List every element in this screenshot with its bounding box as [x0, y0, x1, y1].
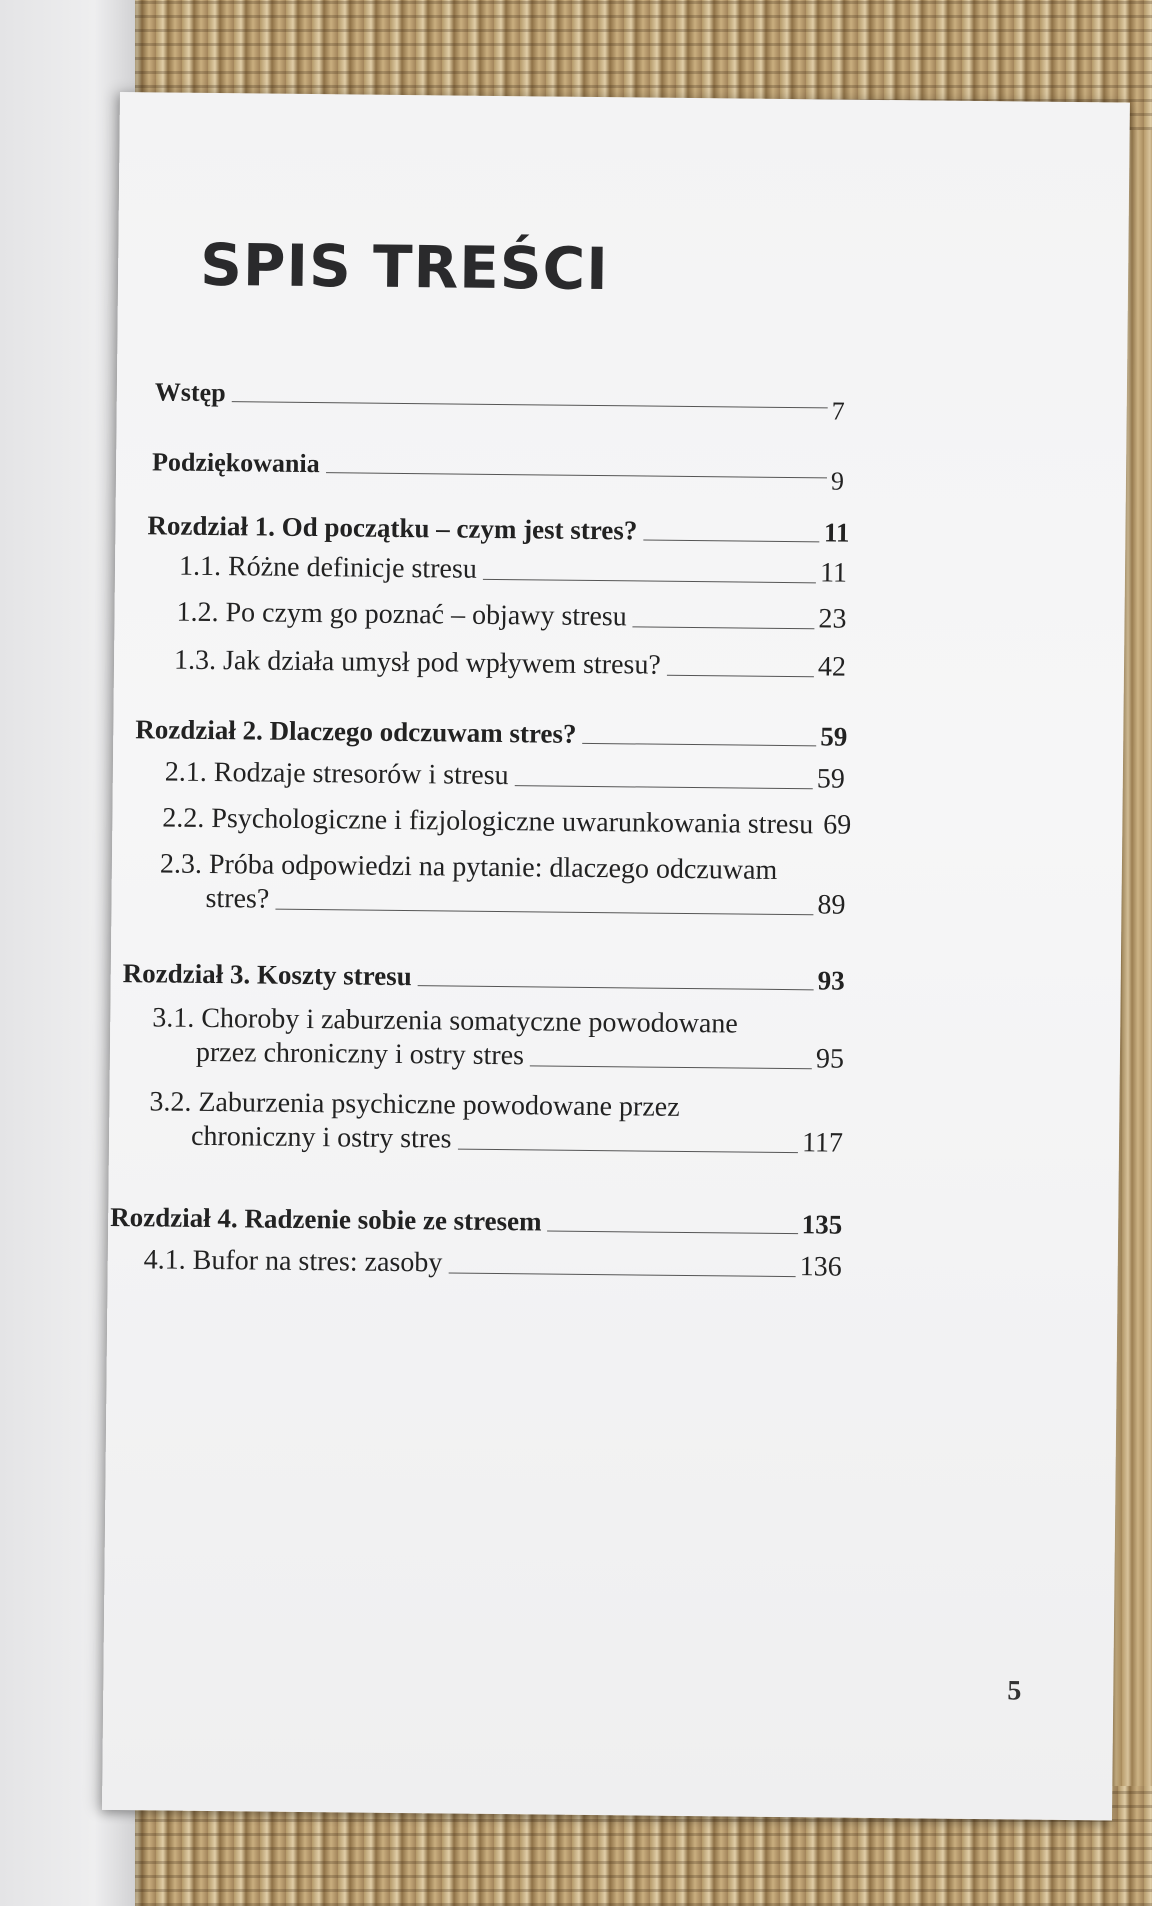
toc-section-label: 1.3. Jak działa umysł pod wpływem stresu? [173, 644, 662, 681]
toc-chapter-3 [123, 958, 845, 997]
toc-chapter-4 [110, 1202, 842, 1241]
toc-section-label: 4.1. Bufor na stres: zasoby [143, 1244, 443, 1279]
toc-chapter-label: Rozdział 3. Koszty stresu [122, 958, 412, 992]
toc-chapter-1 [147, 510, 849, 548]
dot-leader [548, 1231, 798, 1235]
toc-section-3-2-line1: 3.2. Zaburzenia psychiczne powodowane przez [149, 1086, 680, 1123]
toc-section-3-1-line1: 3.1. Choroby i zaburzenia somatyczne powodowane [152, 1002, 738, 1040]
toc-section-label: 2.1. Rodzaje stresorów i stresu [164, 756, 509, 792]
dot-leader [514, 785, 812, 789]
book-page [102, 92, 1130, 1820]
toc-section-page: 89 [817, 889, 846, 921]
toc-section-page: 117 [801, 1127, 844, 1159]
toc-section-label: stres? [205, 882, 270, 915]
dot-leader [643, 540, 820, 543]
toc-chapter-2 [135, 714, 847, 752]
toc-section-3-2 [191, 1121, 843, 1160]
toc-chapter-page: 59 [820, 721, 848, 752]
toc-chapter-page: 135 [801, 1209, 843, 1240]
toc-section-label: 2.2. Psychologiczne i fizjologiczne uwarunkowania stresu [162, 802, 814, 841]
toc-section-2-3-line1: 2.3. Próba odpowiedzi na pytanie: dlaczego odczuwam [159, 848, 778, 886]
dot-leader [667, 675, 814, 678]
toc-entry-podziekowania [151, 447, 845, 496]
dot-leader [457, 1149, 798, 1154]
dot-leader [483, 579, 816, 583]
dot-leader [418, 985, 814, 990]
toc-chapter-page: 93 [817, 965, 845, 996]
toc-chapter-label: Rozdział 2. Dlaczego odczuwam stres? [135, 714, 577, 749]
dot-leader [530, 1065, 812, 1069]
toc-section-page: 136 [799, 1251, 842, 1283]
table-of-contents [102, 92, 1130, 1820]
dot-leader [633, 626, 815, 629]
toc-entry-label: Podziękowania [151, 447, 320, 479]
toc-entry-label: Wstęp [154, 377, 226, 408]
toc-section-page: 69 [823, 809, 852, 841]
toc-entry-wstep [154, 377, 845, 426]
dot-leader [326, 472, 827, 478]
toc-section-1-1 [179, 551, 847, 590]
dot-leader [232, 401, 828, 408]
toc-section-1-3 [174, 645, 846, 684]
toc-section-label: 1.1. Różne definicje stresu [178, 550, 477, 585]
toc-section-1-2 [176, 597, 846, 636]
toc-section-2-3 [205, 883, 845, 922]
toc-chapter-label: Rozdział 1. Od początku – czym jest stres? [147, 510, 638, 546]
toc-section-label: 1.2. Po czym go poznać – objawy stresu [176, 596, 627, 633]
toc-chapter-page: 11 [823, 517, 850, 548]
toc-chapter-label: Rozdział 4. Radzenie sobie ze stresem [110, 1201, 542, 1237]
toc-entry-page: 9 [830, 466, 845, 496]
page-title: SPIS TREŚCI [199, 230, 610, 304]
dot-leader [582, 743, 816, 746]
toc-section-2-2 [162, 802, 852, 841]
dot-leader [448, 1273, 795, 1278]
toc-entry-page: 7 [831, 396, 845, 426]
toc-section-page: 42 [817, 651, 847, 683]
toc-section-4-1 [144, 1244, 842, 1283]
toc-section-label: przez chroniczny i ostry stres [195, 1036, 525, 1072]
toc-section-label: chroniczny i ostry stres [190, 1120, 452, 1155]
page-number: 5 [1007, 1675, 1022, 1707]
toc-section-page: 59 [816, 763, 846, 795]
dot-leader [275, 909, 813, 916]
toc-section-page: 23 [818, 603, 847, 635]
toc-section-2-1 [165, 757, 845, 796]
toc-section-3-1 [196, 1037, 844, 1076]
toc-section-page: 11 [819, 557, 848, 589]
toc-section-page: 95 [815, 1043, 845, 1075]
